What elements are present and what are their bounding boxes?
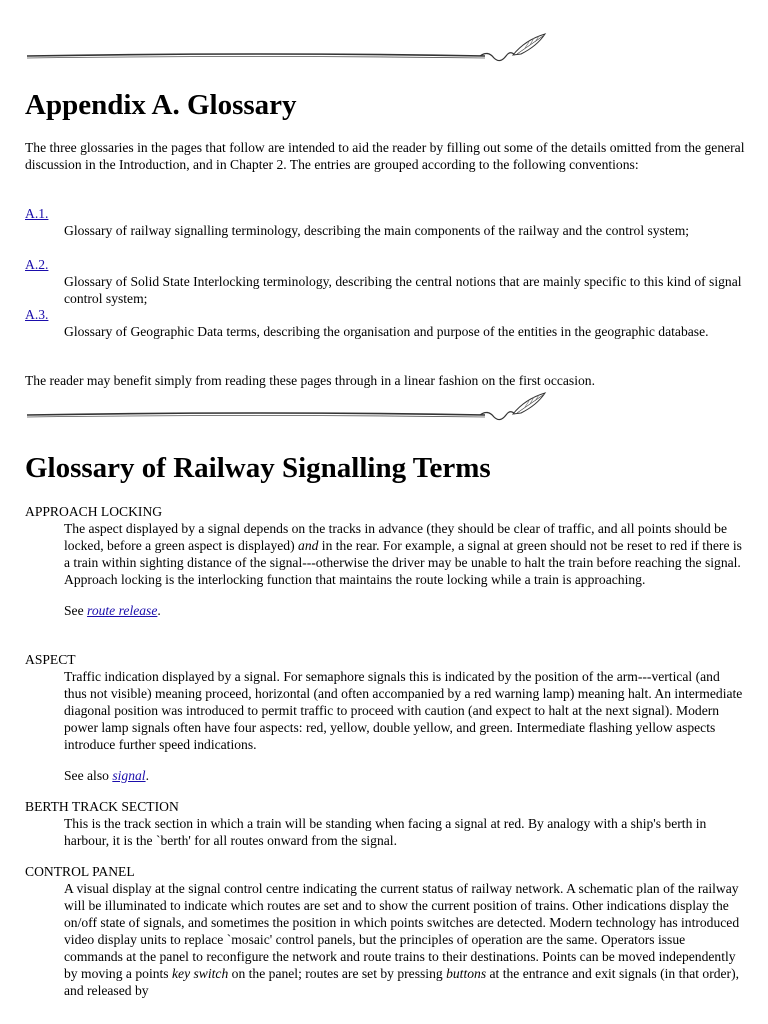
quill-divider-middle bbox=[25, 391, 550, 431]
glossary-entry bbox=[25, 863, 745, 999]
convention-item bbox=[25, 256, 745, 307]
appendix-intro: The three glossaries in the pages that follow are intended to aid the reader by filling out some of the details omitted from the general discussion in the Introduction, and in Chapter 2. The entries are grouped according to the following conventions: bbox=[25, 140, 745, 172]
convention-text: Glossary of Solid State Interlocking terminology, describing the central notions that are mainly specific to this kind of signal control system; bbox=[64, 274, 742, 306]
glossary-definition: This is the track section in which a train will be standing when facing a signal at red. By analogy with a ship's berth in harbour, it is the `berth' for all routes onward from the signal. bbox=[64, 816, 707, 848]
convention-text: Glossary of railway signalling terminology, describing the main components of the railway and the control system; bbox=[64, 223, 690, 238]
convention-item bbox=[25, 205, 745, 239]
appendix-title: Appendix A. Glossary bbox=[25, 89, 297, 121]
convention-link-a3[interactable]: A.3. bbox=[25, 307, 49, 322]
glossary-entry bbox=[25, 503, 745, 619]
appendix-outro: The reader may benefit simply from reading these pages through in a linear fashion on the first occasion. bbox=[25, 373, 595, 388]
glossary-term: APPROACH LOCKING bbox=[25, 504, 163, 519]
convention-link-a2[interactable]: A.2. bbox=[25, 257, 49, 272]
convention-item bbox=[25, 306, 745, 340]
quill-divider-top bbox=[25, 32, 550, 72]
glossary-definition: The aspect displayed by a signal depends on the tracks in advance (they should be clear of traffic, and all points should be locked, before a green aspect is displayed) and in the rear. For example, a signal at green should not be reset to red if there is a train within sighting distance of the signal---otherwise the driver may be unable to halt the train before reaching the signal. Approach locking is the interlocking function that maintains the route locking while a train is approaching. bbox=[64, 521, 742, 587]
convention-link-a1[interactable]: A.1. bbox=[25, 206, 49, 221]
convention-text: Glossary of Geographic Data terms, describing the organisation and purpose of the entities in the geographic database. bbox=[64, 324, 709, 339]
glossary-definition: A visual display at the signal control centre indicating the current status of railway network. A schematic plan of the railway will be illuminated to indicate which routes are set and to show the current position of trains. Other indications display the on/off state of signals, and sometimes the position in which points switches are detected. Modern technology has introduced video display units to replace `mosaic' control panels, but the principles of operation are the same. Operators issue commands at the panel to reconfigure the network and route trains to their destinations. Points can be moved independently by moving a points key switch on the panel; routes are set by pressing buttons at the entrance and exit signals (in that order), and released by bbox=[64, 881, 740, 998]
glossary-term: ASPECT bbox=[25, 652, 76, 667]
glossary-definition: Traffic indication displayed by a signal. For semaphore signals this is indicated by the position of the arm---vertical (and thus not visible) meaning proceed, horizontal (and often accompanied by a red warning lamp) meaning halt. An intermediate diagonal position was introduced to permit traffic to proceed with caution (and expect to halt at the next signal). Modern power lamp signals often have four aspects: red, yellow, double yellow, and green. Intermediate flashing yellow aspects introduce further speed indications. bbox=[64, 669, 743, 752]
glossary-entry bbox=[25, 651, 745, 784]
link-signal[interactable]: signal bbox=[112, 768, 146, 783]
glossary-term: BERTH TRACK SECTION bbox=[25, 799, 179, 814]
link-route-release[interactable]: route release bbox=[87, 603, 158, 618]
glossary-entry bbox=[25, 798, 745, 849]
glossary-title: Glossary of Railway Signalling Terms bbox=[25, 452, 491, 484]
glossary-term: CONTROL PANEL bbox=[25, 864, 135, 879]
see-reference: See also signal. bbox=[64, 768, 149, 783]
see-reference: See route release. bbox=[64, 603, 161, 618]
